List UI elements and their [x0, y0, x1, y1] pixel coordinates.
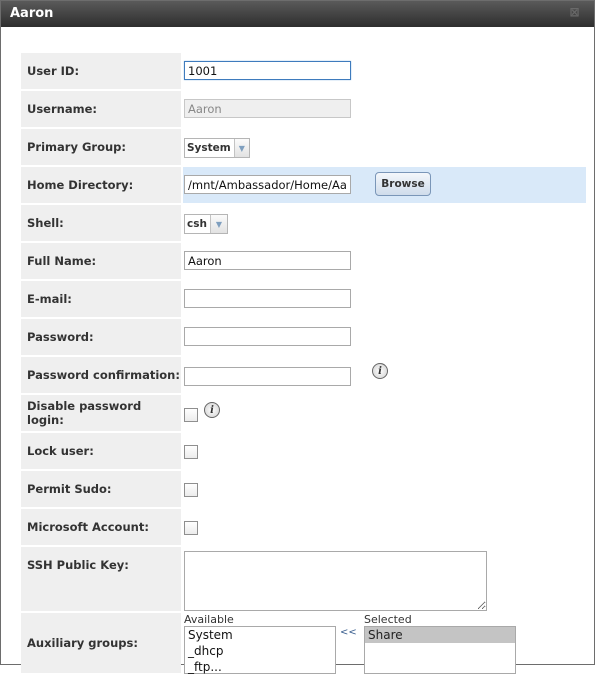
user-id-input[interactable] — [184, 61, 351, 80]
primary-group-label: Primary Group: — [21, 129, 181, 165]
row-email — [21, 281, 586, 317]
row-lock-user — [21, 433, 586, 469]
row-home-directory — [21, 167, 586, 203]
email-input[interactable] — [184, 289, 351, 308]
row-disable-password-login — [21, 395, 586, 431]
password-label: Password: — [21, 319, 181, 355]
info-icon[interactable]: i — [372, 363, 388, 379]
permit-sudo-label: Permit Sudo: — [21, 471, 181, 507]
chevron-down-icon[interactable]: ▼ — [210, 215, 227, 233]
row-permit-sudo — [21, 471, 586, 507]
row-microsoft-account — [21, 509, 586, 545]
shell-value: csh — [187, 218, 207, 230]
list-item[interactable]: Share — [365, 627, 515, 643]
move-left-button[interactable]: << — [340, 627, 357, 638]
lock-user-checkbox[interactable] — [184, 445, 198, 459]
ssh-public-key-label: SSH Public Key: — [21, 547, 181, 611]
username-input — [184, 99, 351, 118]
full-name-input[interactable] — [184, 251, 351, 270]
chevron-down-icon[interactable]: ▼ — [234, 139, 249, 157]
microsoft-account-checkbox[interactable] — [184, 521, 198, 535]
password-input[interactable] — [184, 327, 351, 346]
password-confirmation-label: Password confirmation: — [21, 357, 181, 393]
shell-select[interactable] — [184, 214, 228, 234]
row-password-confirmation — [21, 357, 586, 393]
row-username — [21, 91, 586, 127]
lock-user-label: Lock user: — [21, 433, 181, 469]
row-full-name — [21, 243, 586, 279]
primary-group-value: System — [187, 142, 231, 154]
home-directory-input[interactable] — [184, 175, 351, 194]
selected-groups-list[interactable] — [364, 626, 516, 674]
list-item[interactable]: _ftp... — [188, 660, 222, 674]
row-auxiliary-groups — [21, 613, 586, 673]
ssh-public-key-textarea[interactable] — [184, 551, 487, 611]
dialog-title: Aaron — [10, 6, 54, 21]
primary-group-select[interactable] — [184, 138, 250, 158]
available-title: Available — [184, 613, 234, 626]
microsoft-account-label: Microsoft Account: — [21, 509, 181, 545]
username-label: Username: — [21, 91, 181, 127]
email-label: E-mail: — [21, 281, 181, 317]
disable-password-login-label: Disable password login: — [21, 395, 181, 431]
selected-title: Selected — [364, 613, 412, 626]
browse-button[interactable]: Browse — [375, 172, 431, 196]
row-password — [21, 319, 586, 355]
dialog-titlebar — [1, 1, 594, 27]
row-user-id — [21, 53, 586, 89]
password-confirmation-input[interactable] — [184, 367, 351, 386]
row-primary-group — [21, 129, 586, 165]
info-icon[interactable]: i — [204, 402, 220, 418]
auxiliary-groups-label: Auxiliary groups: — [21, 613, 181, 673]
full-name-label: Full Name: — [21, 243, 181, 279]
available-groups-list[interactable] — [184, 626, 336, 674]
permit-sudo-checkbox[interactable] — [184, 483, 198, 497]
list-item[interactable]: _dhcp — [188, 644, 224, 658]
user-id-label: User ID: — [21, 53, 181, 89]
shell-label: Shell: — [21, 205, 181, 241]
home-directory-label: Home Directory: — [21, 167, 181, 203]
list-item[interactable]: System — [188, 628, 233, 642]
row-shell — [21, 205, 586, 241]
row-ssh-public-key — [21, 547, 586, 611]
close-icon[interactable]: ⊠ — [569, 5, 580, 19]
disable-password-login-checkbox[interactable] — [184, 408, 198, 422]
